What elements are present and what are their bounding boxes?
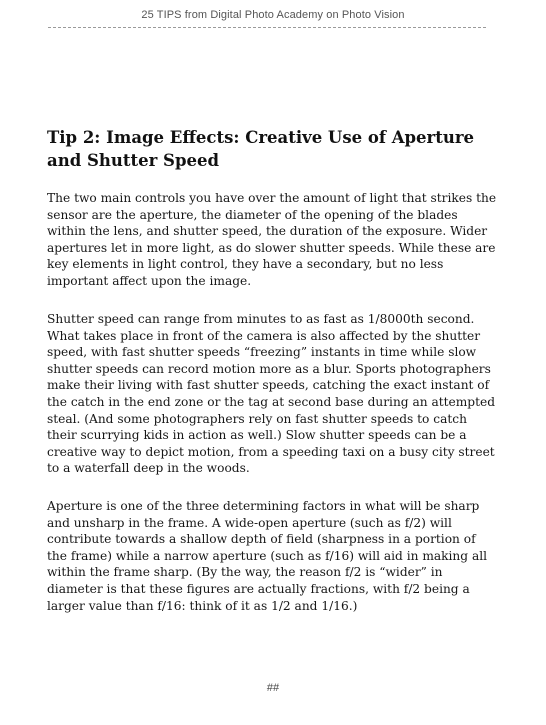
tip-title-line-2: and Shutter Speed	[47, 151, 220, 170]
tip-title-line-1: Tip 2: Image Effects: Creative Use of Aperture	[47, 128, 475, 147]
body-paragraph: Aperture is one of the three determining factors in what will be sharp and unsharp in the frame. A wide-open aperture (such as f/2) will contribute towards a shallow depth of field (sharpness in a portion of the frame) while a narrow aperture (such as f/16) will aid in making all within the frame sharp. (By the way, the reason f/2 is “wider” in diameter is that these figures are actually fractions, with f/2 being a larger value than f/16: think of it as 1/2 and 1/16.)	[47, 499, 488, 613]
body-paragraph-block	[47, 498, 497, 614]
body-paragraph-block	[47, 311, 497, 477]
tip-title	[47, 126, 497, 172]
page-end-mark: ##	[266, 682, 280, 694]
body-paragraph: Shutter speed can range from minutes to as fast as 1/8000th second. What takes place in front of the camera is also affected by the shutter speed, with fast shutter speeds “freezing” instants in time while slow shutter speeds can record motion more as a blur. Sports photographers make their living with fast shutter speeds, catching the exact instant of the catch in the end zone or the tag at second base during an attempted steal. (And some photographers rely on fast shutter speeds to catch their scurrying kids in action as well.) Slow shutter speeds can be a creative way to depict motion, from a speeding taxi on a busy city street to a waterfall deep in the woods.	[47, 312, 496, 476]
running-header: 25 TIPS from Digital Photo Academy on Photo Vision	[141, 9, 405, 21]
body-paragraph-block	[47, 190, 497, 290]
body-paragraph: The two main controls you have over the amount of light that strikes the sensor are the aperture, the diameter of the opening of the blades within the lens, and shutter speed, the duration of the exposure. Wider apertures let in more light, as do slower shutter speeds. While these are key elements in light control, they have a secondary, but no less important affect upon the image.	[47, 191, 497, 288]
header-divider	[48, 27, 486, 28]
